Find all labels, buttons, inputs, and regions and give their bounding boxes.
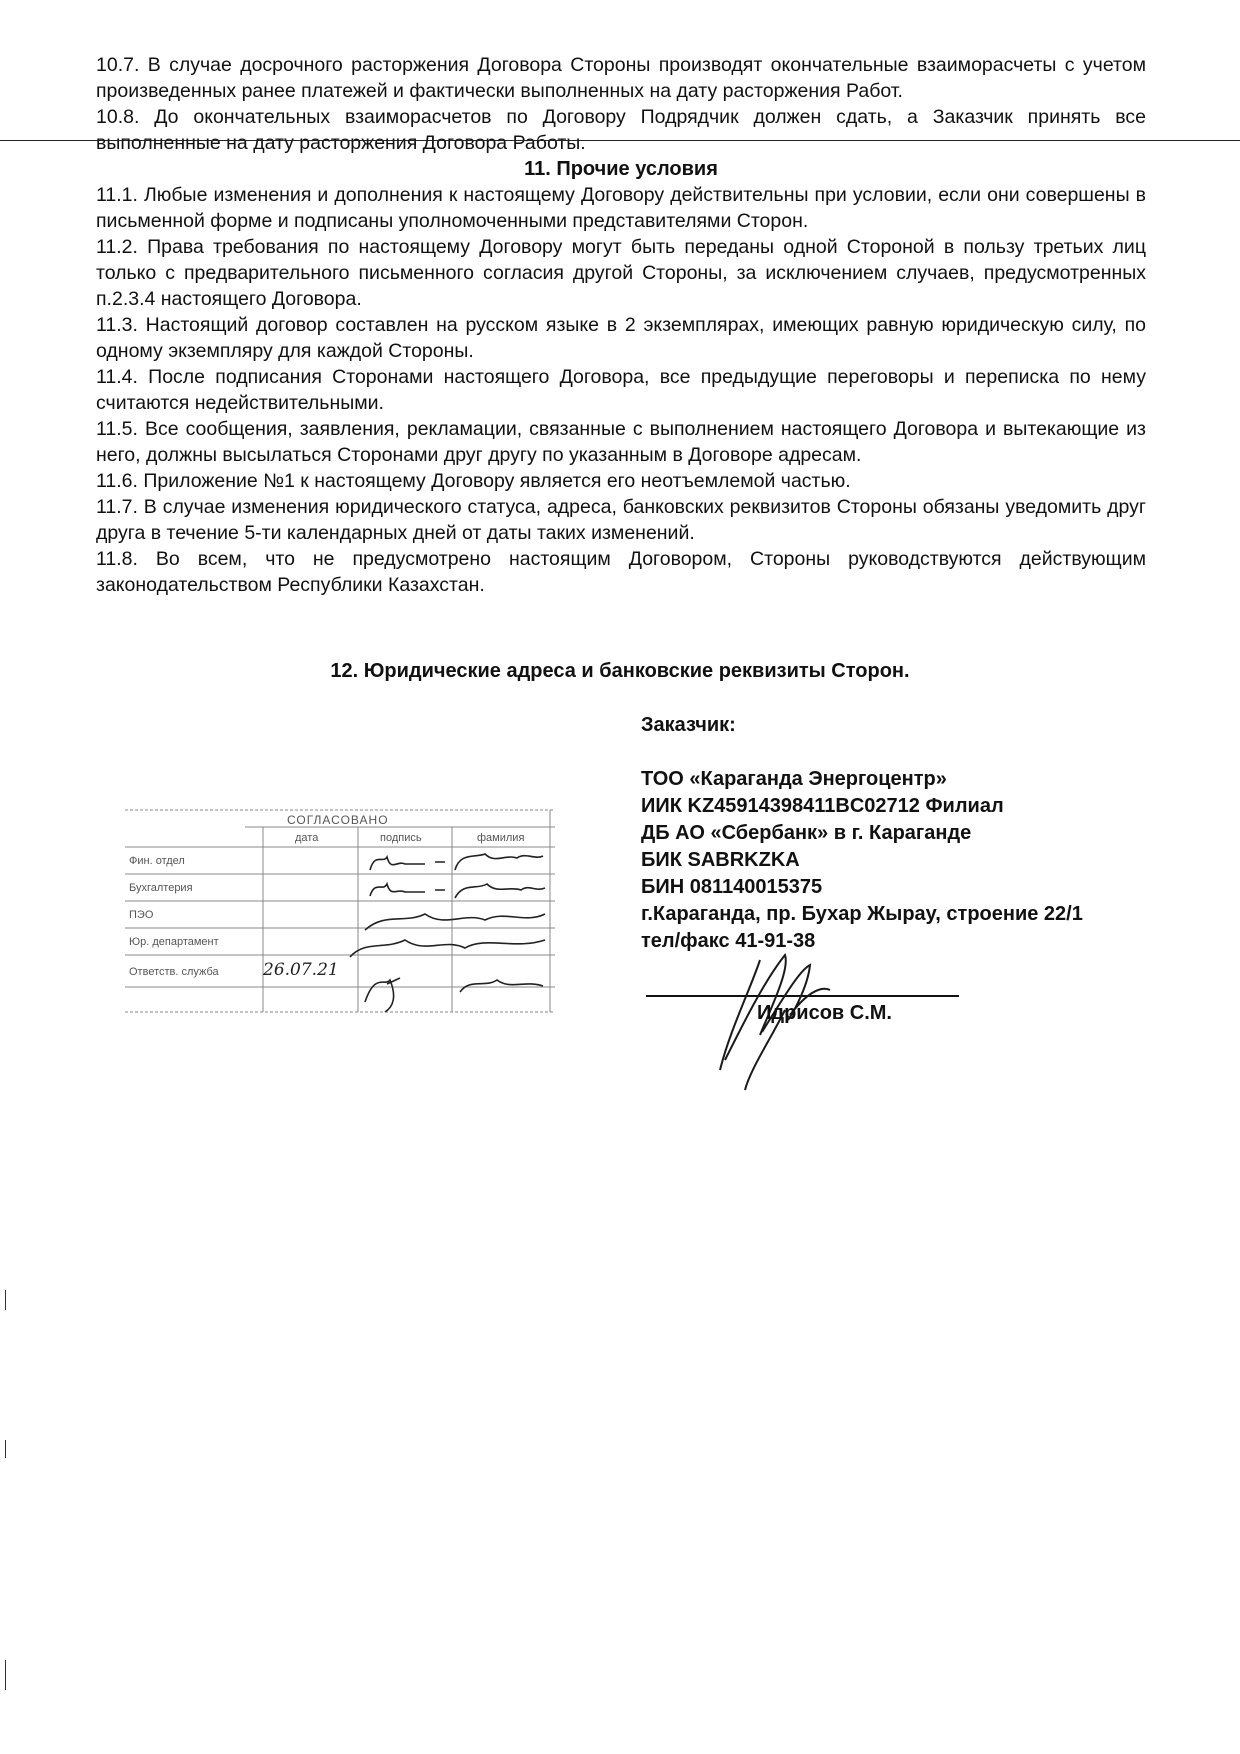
clause-11-3: 11.3. Настоящий договор составлен на русском языке в 2 экземплярах, имеющих равную юридическую силу, по одному экземпляру для каждой Стороны. [96,314,1146,362]
approval-stamp [125,802,555,1020]
clause-11-7: 11.7. В случае изменения юридического статуса, адреса, банковских реквизитов Стороны обязаны уведомить друг друга в течение 5-ти календарных дней от даты таких изменений. [96,496,1146,544]
signer-name: Идрисов С.М. [757,1002,892,1024]
customer-bin: БИН 081140015375 [641,876,823,898]
clause-11-1: 11.1. Любые изменения и дополнения к настоящему Договору действительны при условии, если они совершены в письменной форме и подписаны уполномоченными представителями Сторон. [96,184,1146,232]
clause-11-2: 11.2. Права требования по настоящему Договору могут быть переданы одной Стороной в пользу третьих лиц только с предварительного письменного согласия другой Стороны, за исключением случаев, предусмотренных п.2.3.4 настоящего Договора. [96,236,1146,310]
section-12-title: 12. Юридические адреса и банковские реквизиты Сторон. [330,660,910,682]
customer-iik: ИИК KZ45914398411BC02712 Филиал [641,795,1004,817]
scan-artifact-line [0,140,1240,141]
stamp-header: СОГЛАСОВАНО [287,813,389,827]
customer-bank: ДБ АО «Сбербанк» в г. Караганде [641,822,972,844]
stamp-date: 26.07.21 [263,960,339,980]
customer-bik: БИК SABRKZKA [641,849,800,871]
customer-company: ТОО «Караганда Энергоцентр» [641,768,947,790]
stamp-row-peo: ПЭО [129,909,154,921]
stamp-row-responsible: Ответств. служба [129,966,219,978]
customer-label: Заказчик: [641,714,736,736]
stamp-col-date: дата [295,832,319,844]
clause-11-8: 11.8. Во всем, что не предусмотрено настоящим Договором, Стороны руководствуются действующим законодательством Республики Казахстан. [96,548,1146,596]
clauses-block [96,52,1146,598]
customer-address: г.Караганда, пр. Бухар Жырау, строение 22/1 [641,903,1083,925]
stamp-row-accounting: Бухгалтерия [129,882,193,894]
stamp-col-surname: фамилия [477,832,525,844]
customer-phone: тел/факс 41-91-38 [641,930,816,952]
clause-11-6: 11.6. Приложение №1 к настоящему Договору является его неотъемлемой частью. [96,470,851,492]
stamp-row-finance: Фин. отдел [129,855,185,867]
clause-10-7: 10.7. В случае досрочного расторжения Договора Стороны производят окончательные взаиморасчеты с учетом произведенных ранее платежей и фактически выполненных на дату расторжения Работ. [96,54,1146,102]
clause-11-5: 11.5. Все сообщения, заявления, рекламации, связанные с выполнением настоящего Договора и вытекающие из него, должны высылаться Сторонами друг другу по указанным в Договоре адресам. [96,418,1146,466]
customer-details [641,712,1083,955]
stamp-row-legal: Юр. департамент [129,936,219,948]
stamp-col-signature: подпись [380,832,422,844]
clause-10-8: 10.8. До окончательных взаиморасчетов по Договору Подрядчик должен сдать, а Заказчик принять все выполненные на дату расторжения Договора Работы. [96,106,1146,154]
section-11-title: 11. Прочие условия [524,158,718,180]
clause-11-4: 11.4. После подписания Сторонами настоящего Договора, все предыдущие переговоры и переписка по нему считаются недействительными. [96,366,1146,414]
